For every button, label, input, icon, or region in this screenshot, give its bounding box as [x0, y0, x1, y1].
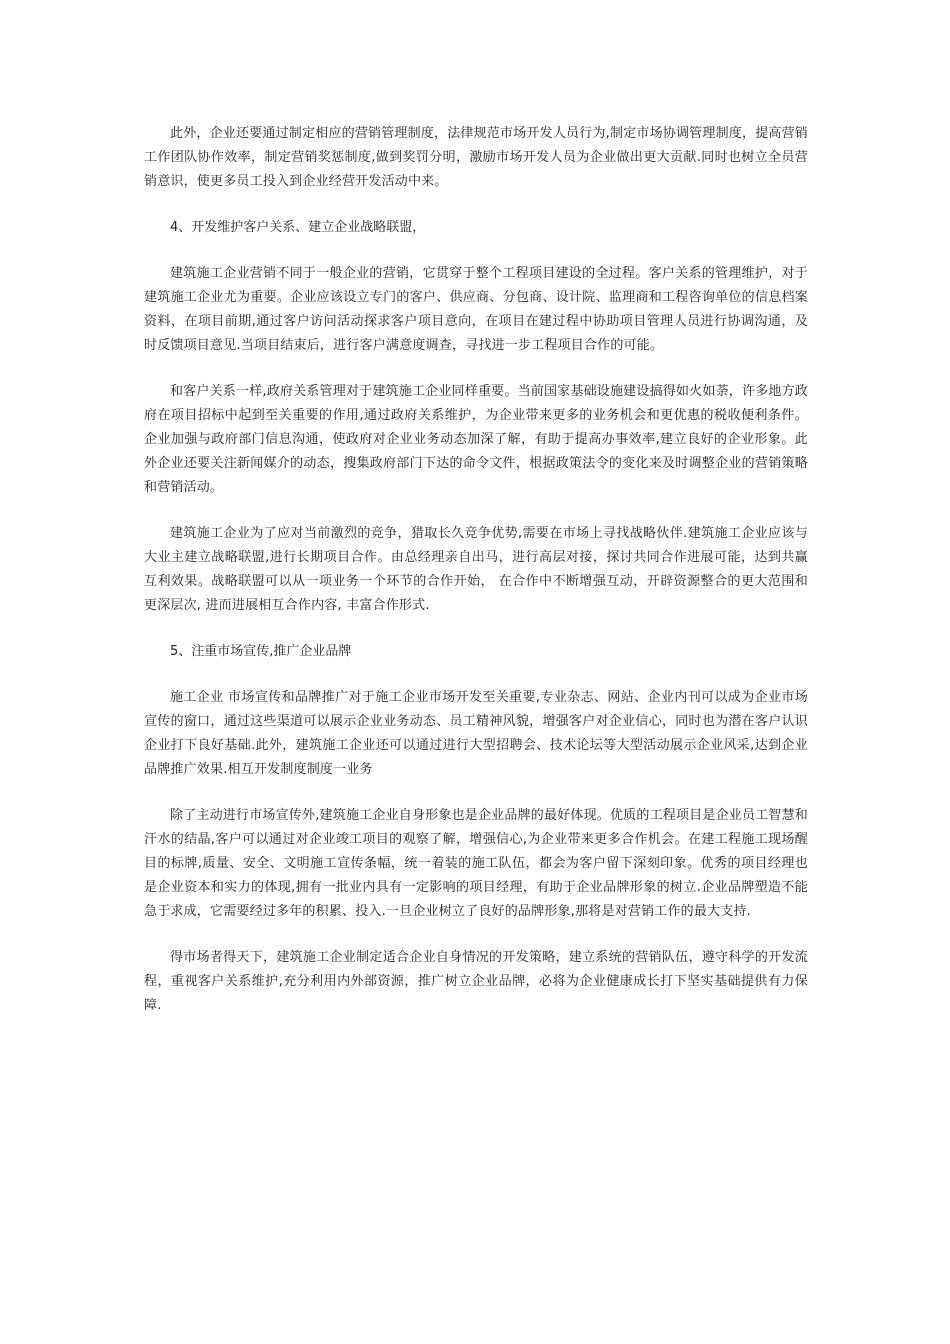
document-body	[144, 122, 808, 1018]
section-heading-5: 5、注重市场宣传,推广企业品牌	[170, 644, 352, 659]
paragraph-customer-relations: 建筑施工企业营销不同于一般企业的营销，它贯穿于整个工程项目建设的全过程。客户关系的管理维护，对于建筑施工企业尤为重要。企业应该设立专门的客户、供应商、分包商、设计院、监理商和工程咨询单位的信息档案资料，在项目前期,通过客户访问活动探求客户项目意向，在项目在建过程中协助项目管理人员进行协调沟通，及时反馈项目意见.当项目结束后，进行客户满意度调查，寻找进一步工程项目合作的可能。	[144, 266, 808, 353]
paragraph-conclusion: 得市场者得天下，建筑施工企业制定适合企业自身情况的开发策略，建立系统的营销队伍，遵守科学的开发流程，重视客户关系维护,充分利用内外部资源，推广树立企业品牌，必将为企业健康成长打下坚实基础提供有力保障.	[144, 950, 808, 1013]
paragraph-strategic-alliance: 建筑施工企业为了应对当前激烈的竞争，猎取长久竞争优势,需要在市场上寻找战略伙伴.建筑施工企业应该与大业主建立战略联盟,进行长期项目合作。由总经理亲自出马，进行高层对接，探讨共同合作进展可能，达到共赢互利效果。战略联盟可以从一项业务一个环节的合作开始， 在合作中不断增强互动，开辟资源整合的更大范围和更深层次, 进而进展相互合作内容, 丰富合作形式.	[144, 526, 808, 613]
paragraph-brand-image: 除了主动进行市场宣传外,建筑施工企业自身形象也是企业品牌的最好体现。优质的工程项目是企业员工智慧和汗水的结晶,客户可以通过对企业竣工项目的观察了解，增强信心,为企业带来更多合作机会。在建工程施工现场醒目的标牌,质量、安全、文明施工宣传条幅，统一着装的施工队伍，都会为客户留下深刻印象。优秀的项目经理也是企业资本和实力的体现,拥有一批业内具有一定影响的项目经理，有助于企业品牌形象的树立.企业品牌塑造不能急于求成，它需要经过多年的积累、投入.一旦企业树立了良好的品牌形象,那将是对营销工作的最大支持.	[144, 808, 808, 919]
section-heading-4: 4、开发维护客户关系、建立企业战略联盟，	[170, 220, 426, 235]
paragraph-government-relations: 和客户关系一样,政府关系管理对于建筑施工企业同样重要。当前国家基础设施建设搞得如火如荼，许多地方政府在项目招标中起到至关重要的作用,通过政府关系维护，为企业带来更多的业务机会和更优惠的税收便利条件。企业加强与政府部门信息沟通，使政府对企业业务动态加深了解，有助于提高办事效率,建立良好的企业形象。此外企业还要关注新闻媒介的动态，搜集政府部门下达的命令文件，根据政策法令的变化来及时调整企业的营销策略和营销活动。	[144, 384, 808, 495]
paragraph-market-promotion: 施工企业 市场宣传和品牌推广对于施工企业市场开发至关重要,专业杂志、网站、企业内刊可以成为企业市场宣传的窗口，通过这些渠道可以展示企业业务动态、员工精神风貌，增强客户对企业信心，同时也为潜在客户认识企业打下良好基础.此外，建筑施工企业还可以通过进行大型招聘会、技术论坛等大型活动展示企业风采,达到企业品牌推广效果.相互开发制度制度一业务	[144, 690, 808, 777]
paragraph-marketing-management: 此外，企业还要通过制定相应的营销管理制度，法律规范市场开发人员行为,制定市场协调管理制度，提高营销工作团队协作效率，制定营销奖惩制度,做到奖罚分明，激励市场开发人员为企业做出更大贡献.同时也树立全员营销意识，使更多员工投入到企业经营开发活动中来。	[144, 126, 808, 189]
